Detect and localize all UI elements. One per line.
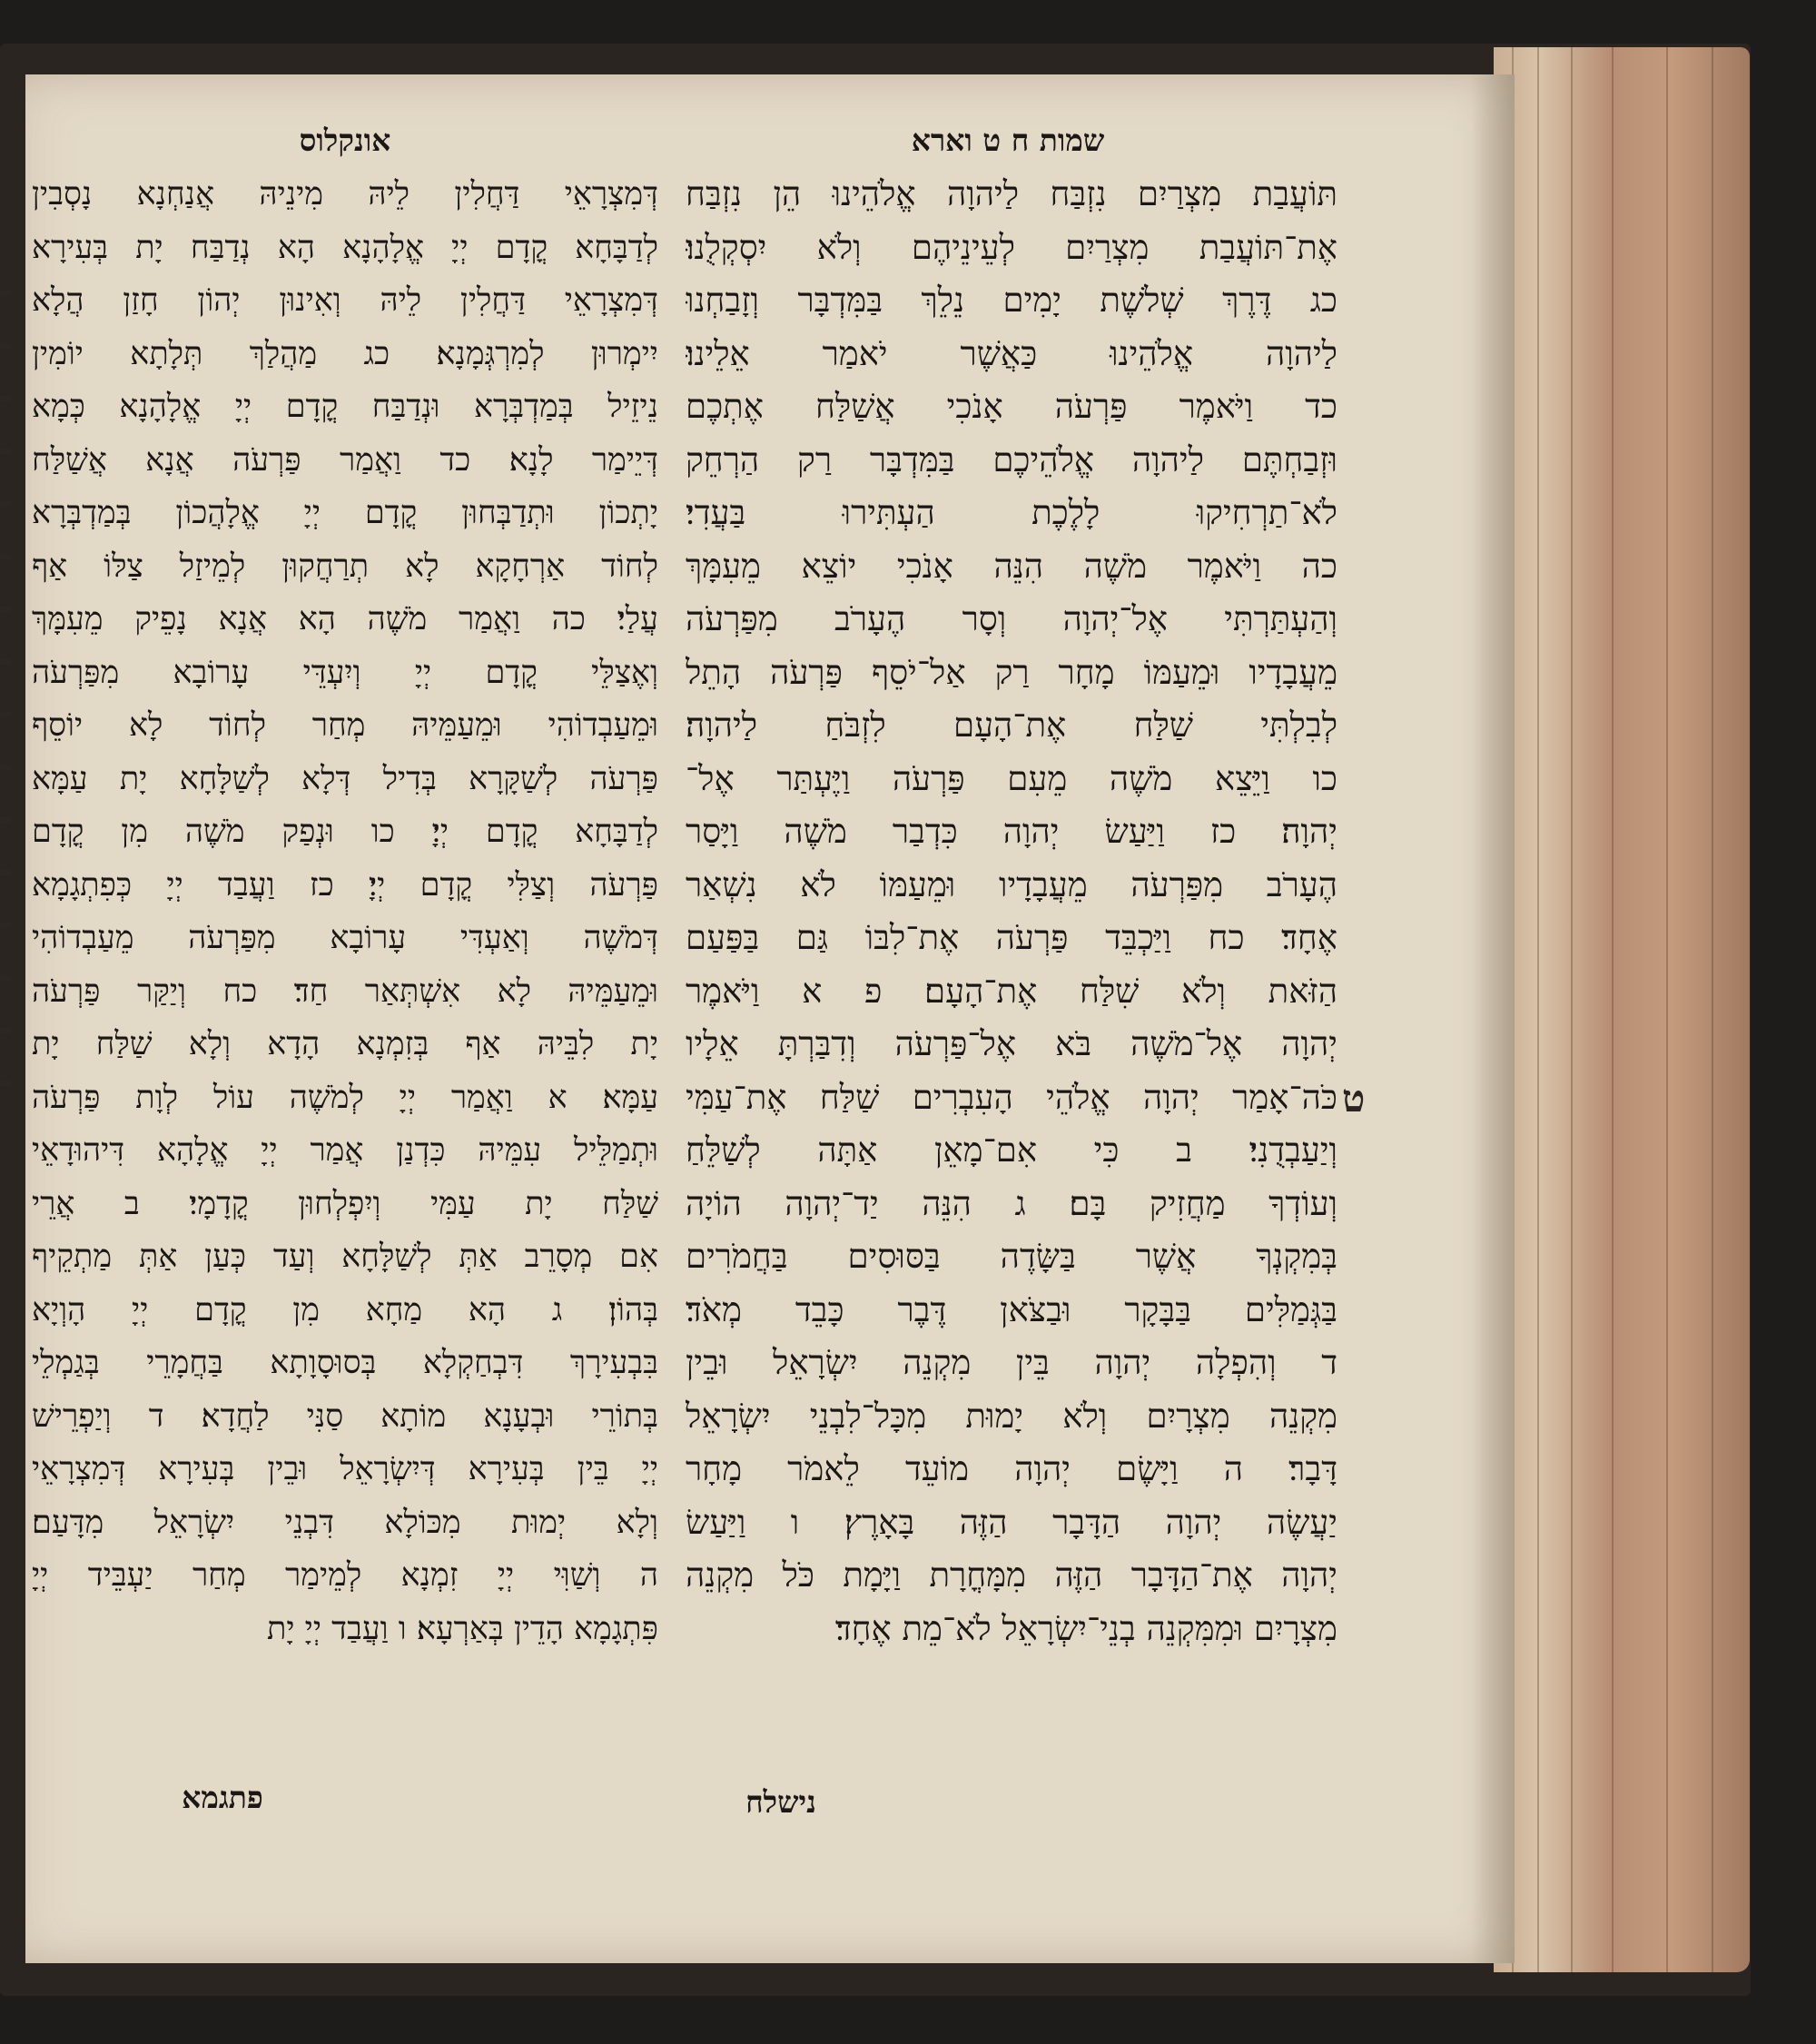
text-line: נֵיזֵיל בְּמַדְבְּרָא וּנְדַבַּח קֳדָם יְיָ אֱלָהָנָא כְּמָא: [32, 389, 658, 425]
previous-page-edge-marks: [0, 291, 11, 1108]
text-line: לְדַבָּחָא קֳדָם יְיָ אֱלָהָנָא הָא נְדַבַּח יָת בְּעִירָא: [32, 229, 658, 266]
text-line: שַׁלַּח יָת עַמִּי וְיִפְלְחוּן קֳדָמָי׃ ב אֲרֵי: [32, 1185, 658, 1222]
text-line: לַיהוָה אֱלֹהֵינוּ כַּאֲשֶׁר יֹאמַר אֵלֵינוּ׃: [686, 333, 1337, 373]
text-line: פַּרְעֹה וְצַלִּי קֳדָם יְיָ׃ כז וַעֲבַד יְיָ כְּפִתְגָמָא: [32, 866, 658, 904]
text-line: דְּמֹשֶׁה וְאַעְדִּי עָרוֹבָא מִפַּרְעֹה מֵעַבְדוֹהִי: [32, 920, 658, 956]
text-line: יְהוָה אֶל־מֹשֶׁה בֹּא אֶל־פַּרְעֹה וְדִבַּרְתָּ אֵלָיו: [686, 1024, 1337, 1063]
text-line: יְיָ בֵּין בְּעִירָא דְּיִשְׂרָאֵל וּבֵין בְּעִירָא דְּמִצְרָאֵי: [32, 1451, 658, 1487]
text-line: עֲלַי׃ כה וַאֲמַר מֹשֶׁה הָא אֲנָא נָפֵיק מֵעִמָּךְ: [32, 601, 658, 637]
running-head-left: אונקלוס: [299, 123, 391, 158]
text-line: אֶת־תּוֹעֲבַת מִצְרַיִם לְעֵינֵיהֶם וְלֹא יִסְקְלֻנוּ׃: [686, 227, 1337, 267]
text-line: לְבִלְתִּי שַׁלַּח אֶת־הָעָם לִזְבֹּחַ לַיהוָה׃: [686, 706, 1337, 745]
text-line: אֶחָד׃ כח וַיַּכְבֵּד פַּרְעֹה אֶת־לִבּוֹ גַּם בַּפַּעַם: [686, 918, 1337, 957]
text-line: יִימְרוּן לְמִרְגְּמָנָא׃ כג מַהֲלַךְ תְּלָתָא יוֹמִין: [32, 335, 658, 372]
text-line: דָּבָר׃ ה וַיָּשֶׂם יְהוָה מוֹעֵד לֵאמֹר מָחָר: [686, 1449, 1337, 1488]
text-line: מִצְרָיִם וּמִמִּקְנֵה בְנֵי־יִשְׂרָאֵל לֹא־מֵת אֶחָד׃: [834, 1608, 1337, 1648]
text-line: ה וְשַׁוִּי יְיָ זִמְנָא לְמֵימַר מְחַר יַעְבֵּיד יְיָ: [32, 1557, 658, 1594]
text-line: לְחוֹד אַרְחָקָא לָא תְרַחֲקוּן לְמֵיזַל צַלּוֹ אַף: [32, 548, 658, 585]
text-line: בְּתוֹרֵי וּבְעָנָא מוֹתָא סַנִּי לַחֲדָא׃ ד וְיַפְרֵישׁ: [32, 1397, 658, 1435]
text-line: דְּמִצְרָאֵי דַּחֲלִין לֵיהּ מִינֵיהּ אֲנַחְנָא נָסְבִין: [32, 176, 658, 212]
text-line: דְּיֵימַר לָנָא׃ כד וַאֲמַר פַּרְעֹה אֲנָא אֲשַׁלַּח: [32, 441, 658, 479]
page-edge: [1494, 47, 1750, 1972]
text-line: תּוֹעֲבַת מִצְרַיִם נִזְבַּח לַיהוָה אֱלֹהֵינוּ הֵן נִזְבַּח: [686, 174, 1337, 213]
text-line: הַזֹּאת וְלֹא שִׁלַּח אֶת־הָעָם׃ פ א וַיֹּאמֶר: [686, 971, 1337, 1011]
text-line: יָת לִבֵּיהּ אַף בְּזִמְנָא הָדָא וְלָא שַׁלַּח יָת: [32, 1026, 658, 1062]
text-line: בִּבְעִירָךְ דִּבְחַקְלָא בְּסוּסָוָתָא בַּחֲמָרֵי בְּגַמְלֵי: [32, 1345, 658, 1381]
text-line: כג דֶּרֶךְ שְׁלֹשֶׁת יָמִים נֵלֵךְ בַּמִּדְבָּר וְזָבַחְנוּ: [686, 281, 1337, 320]
text-line: בַּגְּמַלִּים בַּבָּקָר וּבַצֹּאן דֶּבֶר כָּבֵד מְאֹד׃: [686, 1289, 1337, 1329]
page-gutter-shadow: [1471, 74, 1515, 1963]
text-line: וּתְמַלֵּיל עִמֵּיהּ כִּדְנַן אֲמַר יְיָ אֱלָהָא דִּיהוּדָאֵי: [32, 1132, 658, 1169]
text-line: וּמֵעַבְדוֹהִי וּמֵעַמֵּיהּ מְחַר לְחוֹד לָא יוֹסֵף: [32, 707, 658, 744]
text-line: וְהַעְתַּרְתִּי אֶל־יְהוָה וְסָר הֶעָרֹב מִפַּרְעֹה: [686, 599, 1337, 638]
text-line: יְהוָה אֶת־הַדָּבָר הַזֶּה מִמָּחֳרָת וַיָּמָת כֹּל מִקְנֵה: [686, 1555, 1337, 1595]
text-line: יְהוָה׃ כז וַיַּעַשׂ יְהוָה כִּדְבַר מֹשֶׁה וַיָּסַר: [686, 812, 1337, 851]
text-line: וְיַעַבְדֻנִי׃ ב כִּי אִם־מָאֵן אַתָּה לְשַׁלֵּחַ: [686, 1131, 1337, 1170]
text-line: בְּמִקְנְךָ אֲשֶׁר בַּשָּׂדֶה בַּסּוּסִים בַּחֲמֹרִים: [686, 1237, 1337, 1276]
text-line: הֶעָרֹב מִפַּרְעֹה מֵעֲבָדָיו וּמֵעַמּוֹ לֹא נִשְׁאַר: [686, 864, 1337, 904]
text-line: פַּרְעֹה לְשַׁקָּרָא בְּדִיל דְּלָא לְשַׁלָּחָא יָת עַמָּא: [32, 760, 658, 797]
text-line: כד וַיֹּאמֶר פַּרְעֹה אָנֹכִי אֲשַׁלַּח אֶתְכֶם: [686, 387, 1337, 426]
text-line: וּזְבַחְתֶּם לַיהוָה אֱלֹהֵיכֶם בַּמִּדְבָּר רַק הַרְחֵק: [686, 439, 1337, 479]
text-line: בְּהוֹן׃ ג הָא מַחָא מִן קֳדָם יְיָ הָוְיָא: [32, 1291, 658, 1328]
text-line: וְאֶצַלֵּי קֳדָם יְיָ וְיִעְדֵּי עָרוֹבָא מִפַּרְעֹה: [32, 654, 658, 691]
text-line: מֵעֲבָדָיו וּמֵעַמּוֹ מָחָר רַק אַל־יֹסֵף פַּרְעֹה הָתֵל: [686, 652, 1337, 692]
catchword-left: פתגמא: [182, 1780, 263, 1815]
text-line: ד וְהִפְלָה יְהוָה בֵּין מִקְנֵה יִשְׂרָאֵל וּבֵין: [686, 1343, 1337, 1382]
text-line: וְלָא יְמוּת מִכּוֹלָא דִּבְנֵי יִשְׂרָאֵל מִדָּעַם׃: [32, 1504, 658, 1541]
text-line: לְדַבָּחָא קֳדָם יְיָ׃ כו וּנְפַק מֹשֶׁה מִן קֳדָם: [32, 814, 658, 850]
text-line: אִם מְסָרֵב אַתְּ לְשַׁלָּחָא וְעַד כְּעַן אַתְּ מַתְקֵיף: [32, 1239, 658, 1275]
text-line: כו וַיֵּצֵא מֹשֶׁה מֵעִם פַּרְעֹה וַיֶּעְתַּר אֶל־: [686, 758, 1337, 798]
targum-text-column: [32, 168, 658, 1655]
text-line: כה וַיֹּאמֶר מֹשֶׁה הִנֵּה אָנֹכִי יוֹצֵא מֵעִמָּךְ: [686, 546, 1337, 586]
text-line: וְעוֹדְךָ מַחֲזִיק בָּם׃ ג הִנֵּה יַד־יְהוָה הוֹיָה: [686, 1183, 1337, 1223]
text-line: פִּתְגָמָא הָדֵין בְּאַרְעָא׃ ו וַעֲבַד יְיָ יָת: [267, 1610, 658, 1647]
catchword-right: נישלח: [745, 1784, 816, 1820]
hebrew-text-column: [686, 168, 1337, 1655]
text-line: יָתְכוֹן וּתְדַבְּחוּן קֳדָם יְיָ אֱלָהֲכוֹן בְּמַדְבְּרָא: [32, 495, 658, 531]
text-line: כֹּה־אָמַר יְהוָה אֱלֹהֵי הָעִבְרִים שַׁלַּח אֶת־עַמִּי: [686, 1077, 1337, 1117]
text-line: לֹא־תַרְחִיקוּ לָלֶכֶת הַעְתִּירוּ בַּעֲדִי׃: [686, 493, 1337, 532]
text-line: וּמֵעַמֵּיהּ לָא אִשְׁתְּאַר חַד׃ כח וְיַקַּר פַּרְעֹה: [32, 973, 658, 1010]
running-head-right: שמות ח ט וארא: [911, 123, 1105, 158]
text-line: יַעֲשֶׂה יְהוָה הַדָּבָר הַזֶּה בָּאָרֶץ׃ ו וַיַּעַשׂ: [686, 1502, 1337, 1542]
margin-parasha-letter: ט: [1342, 1076, 1366, 1121]
text-line: דְּמִצְרָאֵי דַּחֲלִין לֵיהּ וְאִינוּן יְהוֹן חָזַן הֲלָא: [32, 282, 658, 319]
text-line: עַמָּא׃ א וַאֲמַר יְיָ לְמֹשֶׁה עוֹל לְוָת פַּרְעֹה: [32, 1079, 658, 1116]
text-line: מִקְנֵה מִצְרָיִם וְלֹא יָמוּת מִכָּל־לִבְנֵי יִשְׂרָאֵל: [686, 1396, 1337, 1436]
